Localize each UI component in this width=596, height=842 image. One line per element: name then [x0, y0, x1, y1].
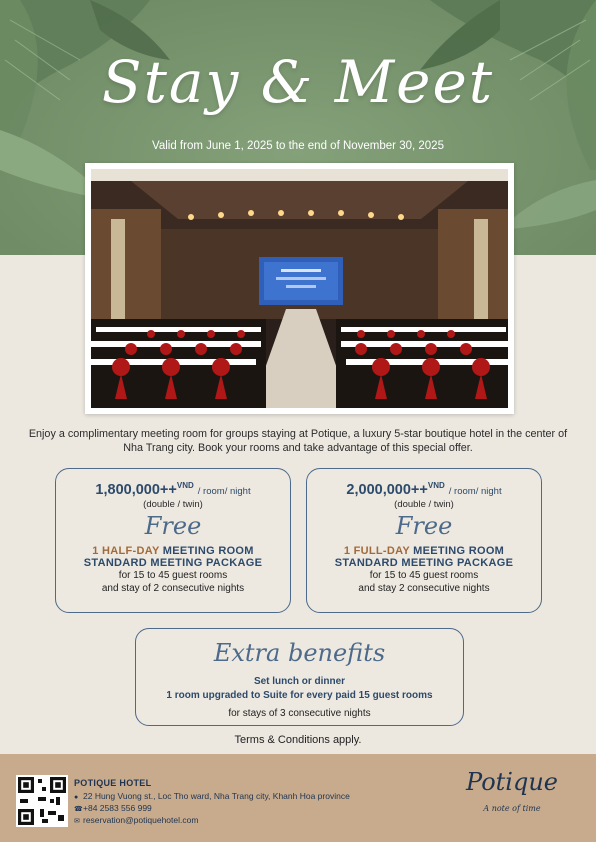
benefit-condition: for stays of 3 consecutive nights	[228, 708, 371, 719]
location-pin-icon: ●	[74, 794, 79, 801]
offer-title: Stay & Meet	[101, 48, 495, 116]
terms-text: Terms & Conditions apply.	[234, 734, 362, 746]
extra-benefits-card	[135, 628, 464, 726]
offer-price: 2,000,000++$^{VND}$ / room/ night	[346, 481, 502, 498]
hotel-address: ● 22 Hung Vuong st., Loc Tho ward, Nha Trang city, Khanh Hoa province	[74, 791, 350, 801]
room-type: (double / twin)	[394, 498, 454, 510]
qr-code[interactable]	[16, 775, 68, 827]
package-name: STANDARD MEETING PACKAGE	[334, 556, 514, 569]
hotel-phone[interactable]: ☎+84 2583 556 999	[74, 803, 152, 813]
offer-condition-rooms: for 15 to 45 guest rooms	[369, 569, 479, 581]
offer-price: 1,800,000++$^{VND}$ / room/ night	[95, 481, 251, 498]
package-title: 1 FULL-DAY MEETING ROOM	[343, 544, 505, 557]
offer-card-full-day	[306, 468, 542, 613]
phone-icon: ☎	[74, 806, 83, 813]
logo-name: Potique	[466, 768, 558, 796]
free-label: Free	[144, 511, 202, 540]
free-label: Free	[395, 511, 453, 540]
offer-condition-rooms: for 15 to 45 guest rooms	[118, 569, 228, 581]
meeting-room-photo	[91, 169, 508, 408]
logo-tagline: A note of time	[483, 804, 541, 813]
email-icon: ✉	[74, 818, 80, 825]
benefit-upgrade: 1 room upgraded to Suite for every paid 15 guest rooms	[166, 690, 433, 701]
qr-code-icon	[16, 775, 68, 827]
package-title: 1 HALF-DAY MEETING ROOM	[92, 544, 254, 557]
room-type: (double / twin)	[143, 498, 203, 510]
offer-condition-nights: and stay of 2 consecutive nights	[101, 583, 245, 595]
package-name: STANDARD MEETING PACKAGE	[83, 556, 263, 569]
potique-logo	[450, 768, 574, 828]
hotel-email[interactable]: ✉ reservation@potiquehotel.com	[74, 815, 199, 825]
extra-benefits-title: Extra benefits	[213, 639, 386, 667]
hotel-name: POTIQUE HOTEL	[74, 778, 152, 788]
offer-card-half-day	[55, 468, 291, 613]
offer-condition-nights: and stay 2 consecutive nights	[358, 583, 490, 595]
meeting-room-illustration	[91, 169, 508, 408]
benefit-meal: Set lunch or dinner	[253, 676, 346, 687]
validity-text: Valid from June 1, 2025 to the end of November 30, 2025	[152, 140, 444, 152]
intro-text: Enjoy a complimentary meeting room for groups staying at Potique, a luxury 5-star boutique hotel in the center of Nha Trang city. Book your rooms and take advantage of this special offer.	[28, 428, 568, 454]
